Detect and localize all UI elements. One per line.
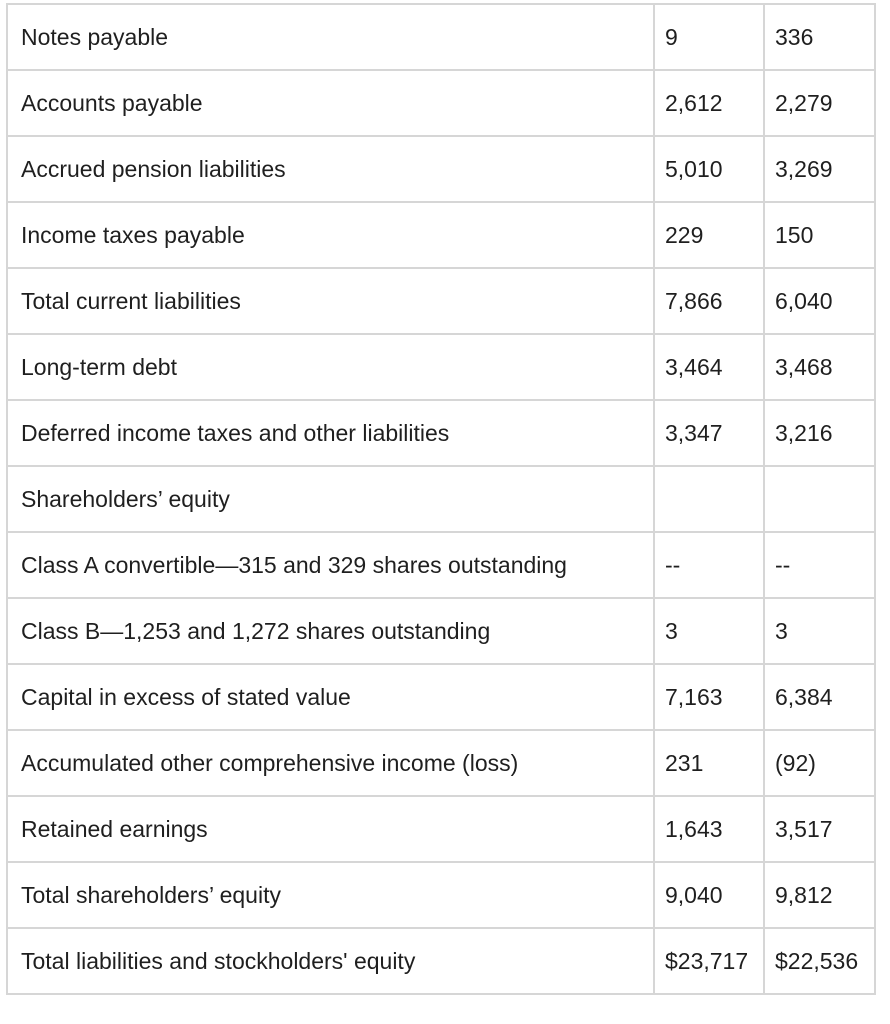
- row-label: Class B—1,253 and 1,272 shares outstanding: [7, 598, 654, 664]
- row-label: Total liabilities and stockholders' equity: [7, 928, 654, 994]
- value-col-2: (92): [764, 730, 875, 796]
- value-col-1: 9: [654, 4, 764, 70]
- value-col-2: 3,216: [764, 400, 875, 466]
- row-label: Retained earnings: [7, 796, 654, 862]
- row-label: Accrued pension liabilities: [7, 136, 654, 202]
- row-label: Deferred income taxes and other liabilities: [7, 400, 654, 466]
- row-label: Class A convertible—315 and 329 shares outstanding: [7, 532, 654, 598]
- row-label: Notes payable: [7, 4, 654, 70]
- table-row: [7, 136, 875, 202]
- value-col-1: 2,612: [654, 70, 764, 136]
- value-col-1: --: [654, 532, 764, 598]
- table-row: [7, 334, 875, 400]
- value-col-1: 7,866: [654, 268, 764, 334]
- value-col-2: 9,812: [764, 862, 875, 928]
- value-col-2: 6,384: [764, 664, 875, 730]
- row-label: Capital in excess of stated value: [7, 664, 654, 730]
- value-col-1: 5,010: [654, 136, 764, 202]
- table-row: [7, 664, 875, 730]
- value-col-1: 231: [654, 730, 764, 796]
- row-label: Accumulated other comprehensive income (loss): [7, 730, 654, 796]
- value-col-1: 1,643: [654, 796, 764, 862]
- table-row: [7, 532, 875, 598]
- value-col-2: 3,269: [764, 136, 875, 202]
- row-label: Total shareholders’ equity: [7, 862, 654, 928]
- row-label: Income taxes payable: [7, 202, 654, 268]
- value-col-1: $23,717: [654, 928, 764, 994]
- value-col-2: $22,536: [764, 928, 875, 994]
- table-row: [7, 202, 875, 268]
- table-row: [7, 598, 875, 664]
- value-col-2: 150: [764, 202, 875, 268]
- table-row: [7, 466, 875, 532]
- value-col-2: 3: [764, 598, 875, 664]
- row-label: Accounts payable: [7, 70, 654, 136]
- table-row: [7, 268, 875, 334]
- value-col-1: 3,347: [654, 400, 764, 466]
- row-label: Total current liabilities: [7, 268, 654, 334]
- row-label: Long-term debt: [7, 334, 654, 400]
- balance-sheet-table: [6, 3, 876, 995]
- value-col-1: 7,163: [654, 664, 764, 730]
- value-col-2: 336: [764, 4, 875, 70]
- table-row: [7, 928, 875, 994]
- table-row: [7, 4, 875, 70]
- table-row: [7, 730, 875, 796]
- value-col-2: --: [764, 532, 875, 598]
- value-col-1: [654, 466, 764, 532]
- value-col-1: 3,464: [654, 334, 764, 400]
- value-col-2: 6,040: [764, 268, 875, 334]
- section-heading: Shareholders’ equity: [7, 466, 654, 532]
- value-col-1: 3: [654, 598, 764, 664]
- table-row: [7, 70, 875, 136]
- value-col-2: [764, 466, 875, 532]
- value-col-1: 229: [654, 202, 764, 268]
- value-col-1: 9,040: [654, 862, 764, 928]
- value-col-2: 3,468: [764, 334, 875, 400]
- table-row: [7, 400, 875, 466]
- value-col-2: 3,517: [764, 796, 875, 862]
- value-col-2: 2,279: [764, 70, 875, 136]
- table-row: [7, 862, 875, 928]
- table-row: [7, 796, 875, 862]
